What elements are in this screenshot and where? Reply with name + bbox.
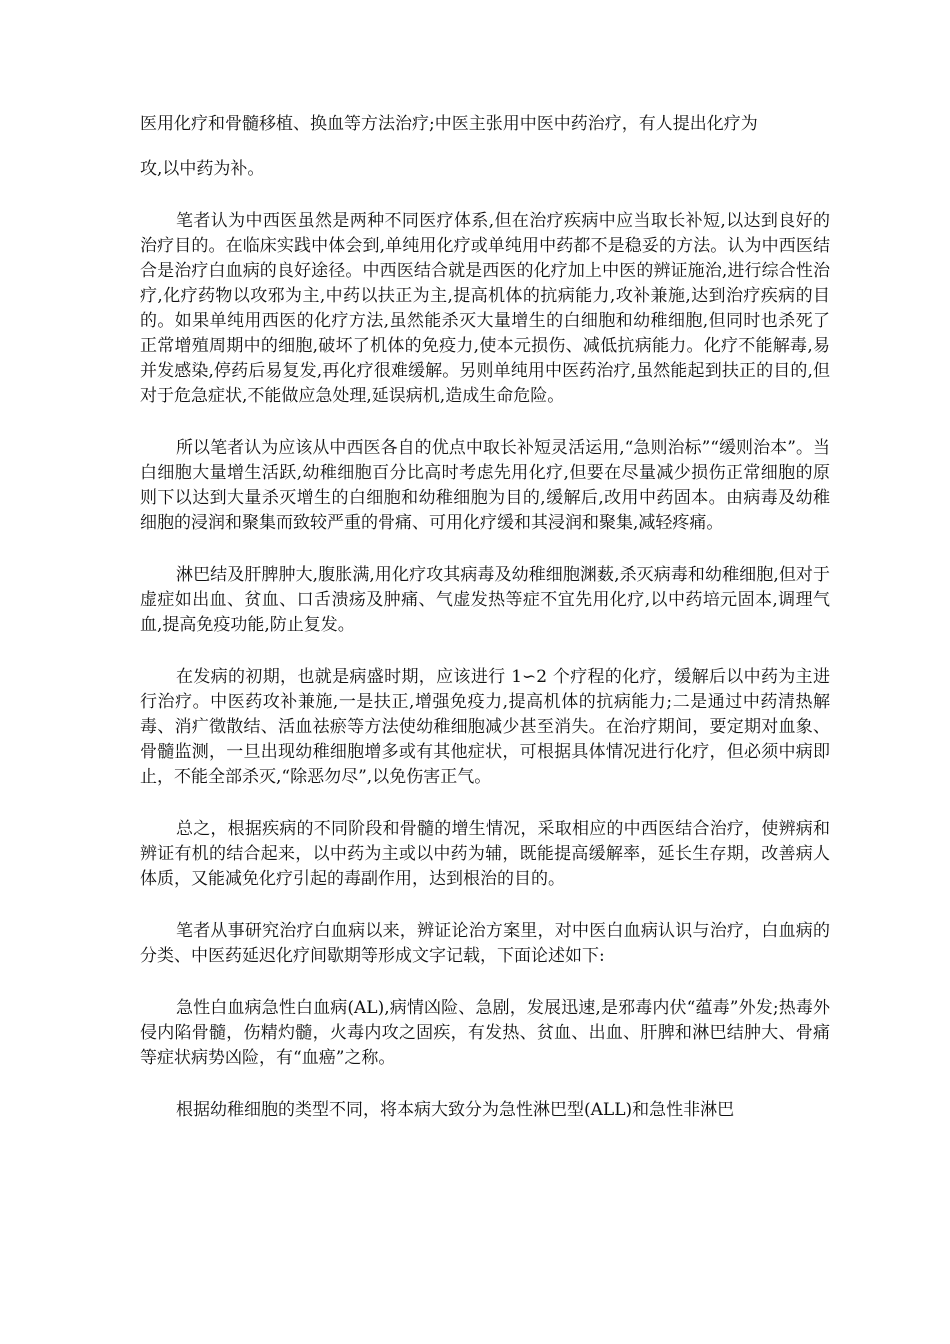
paragraph-10: 根据幼稚细胞的类型不同，将本病大致分为急性淋巴型(ALL)和急性非淋巴 [176, 1100, 735, 1120]
paragraph-5: 淋巴结及肝脾肿大,腹胀满,用化疗攻其病毒及幼稚细胞渊薮,杀灭病毒和幼稚细胞,但对于虚症如出血、贫血、口舌溃疡及肿痛、气虚发热等症不宜先用化疗,以中药培元固本,调理气血,提高免疫功能,防止复发。 [140, 565, 830, 635]
paragraph-7: 总之，根据疾病的不同阶段和骨髓的增生情况，采取相应的中西医结合治疗，使辨病和辨证有机的结合起来，以中药为主或以中药为辅，既能提高缓解率，延长生存期，改善病人体质，又能减免化疗引起的毒副作用，达到根治的目的。 [140, 819, 830, 889]
paragraph-3: 笔者认为中西医虽然是两种不同医疗体系,但在治疗疾病中应当取长补短,以达到良好的治疗目的。在临床实践中体会到,单纯用化疗或单纯用中药都不是稳妥的方法。认为中西医结合是治疗白血病的良好途径。中西医结合就是西医的化疗加上中医的辨证施治,进行综合性治疗,化疗药物以攻邪为主,中药以扶正为主,提高机体的抗病能力,攻补兼施,达到治疗疾病的目的。如果单纯用西医的化疗方法,虽然能杀灭大量增生的白细胞和幼稚细胞,但同时也杀死了正常增殖周期中的细胞,破坏了机体的免疫力,使本元损伤、减低抗病能力。化疗不能解毒,易并发感染,停药后易复发,再化疗很难缓解。另则单纯用中医药治疗,虽然能起到扶正的目的,但对于危急症状,不能做应急处理,延误病机,造成生命危险。 [140, 211, 830, 406]
paragraph-8: 笔者从事研究治疗白血病以来，辨证论治方案里，对中医白血病认识与治疗，白血病的分类、中医药延迟化疗间歇期等形成文字记载，下面论述如下: [140, 921, 830, 966]
paragraph-1: 医用化疗和骨髓移植、换血等方法治疗;中医主张用中医中药治疗，有人提出化疗为 [140, 114, 758, 134]
paragraph-2: 攻,以中药为补。 [140, 159, 265, 179]
paragraph-9: 急性白血病急性白血病(AL),病情凶险、急剧，发展迅速,是邪毒内伏“蕴毒”外发;热毒外侵内陷骨髓，伤精灼髓，火毒内攻之固疾，有发热、贫血、出血、肝脾和淋巴结肿大、骨痛等症状病势凶险，有“血癌”之称。 [140, 998, 830, 1068]
document-page [140, 112, 830, 1150]
paragraph-6: 在发病的初期，也就是病盛时期，应该进行 1∽2 个疗程的化疗，缓解后以中药为主进行治疗。中医药攻补兼施,一是扶正,增强免疫力,提高机体的抗病能力;二是通过中药清热解毒、消疒徵散结、活血祛瘀等方法使幼稚细胞减少甚至消失。在治疗期间，要定期对血象、骨髓监测，一旦出现幼稚细胞增多或有其他症状，可根据具体情况进行化疗，但必须中病即止，不能全部杀灭,“除恶勿尽”,以免伤害正气。 [140, 667, 830, 787]
paragraph-4: 所以笔者认为应该从中西医各自的优点中取长补短灵活运用,“急则治标”“缓则治本”。当白细胞大量增生活跃,幼稚细胞百分比高时考虑先用化疗,但要在尽量减少损伤正常细胞的原则下以达到大量杀灭增生的白细胞和幼稚细胞为目的,缓解后,改用中药固本。由病毒及幼稚细胞的浸润和聚集而致较严重的骨痛、可用化疗缓和其浸润和聚集,减轻疼痛。 [140, 438, 830, 533]
